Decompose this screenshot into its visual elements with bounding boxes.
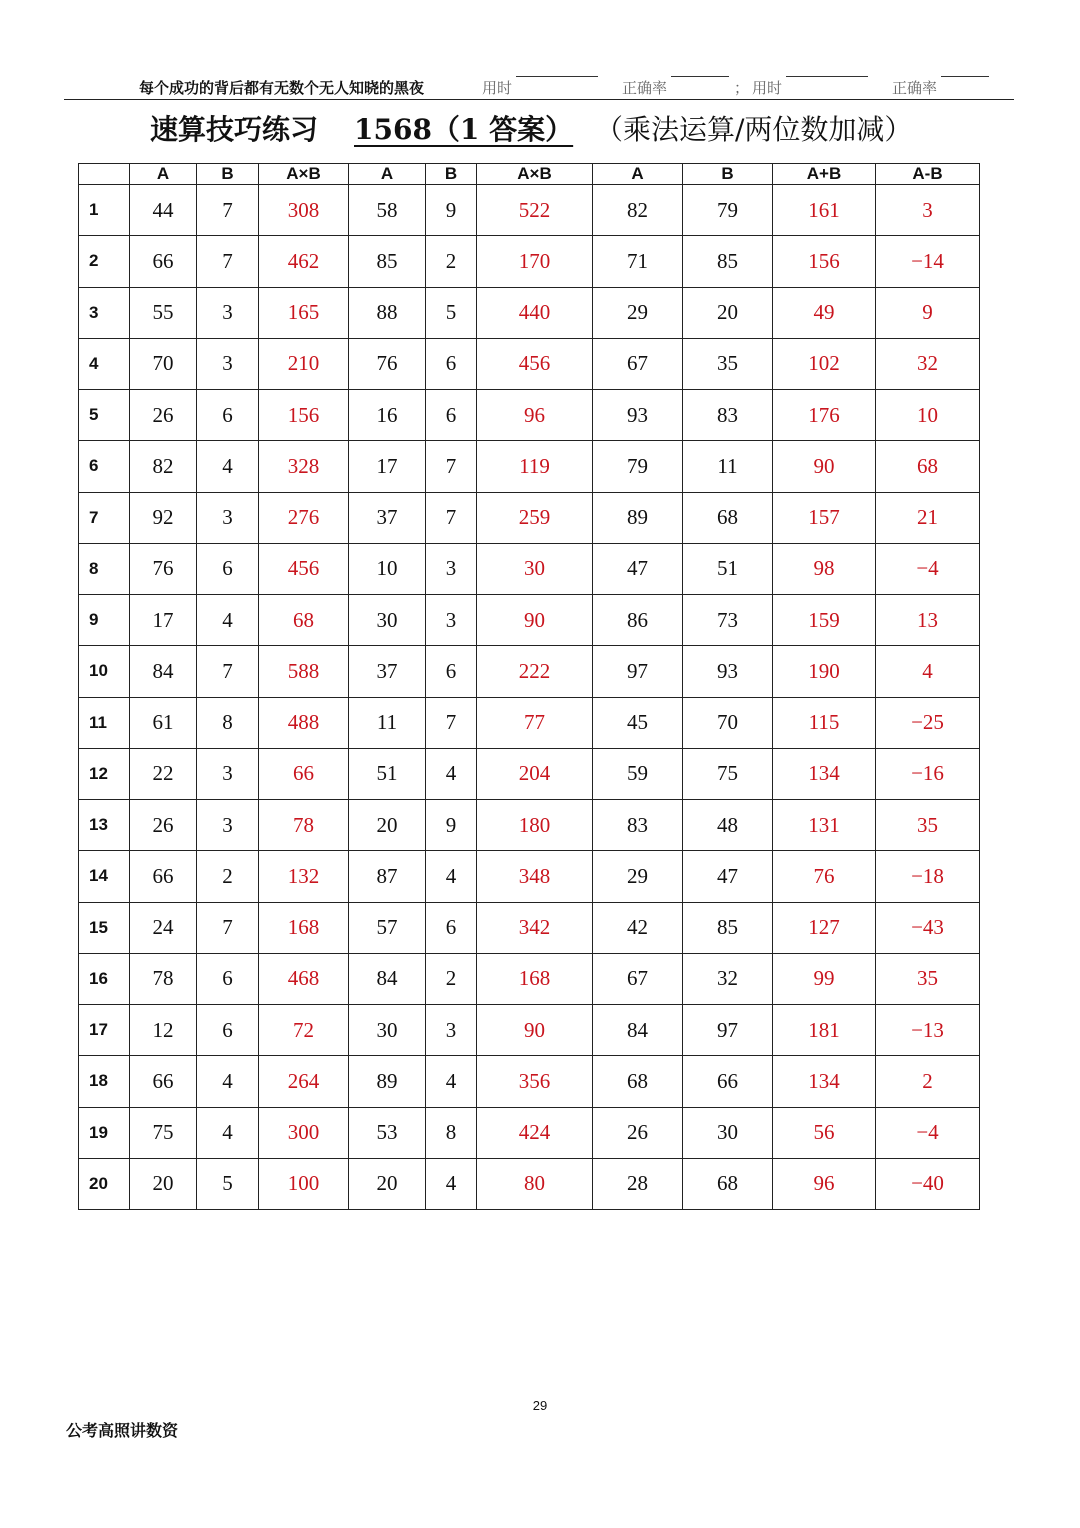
operand-cell: 75 bbox=[130, 1107, 197, 1158]
operand-cell: 6 bbox=[426, 390, 477, 441]
answer-cell: 522 bbox=[477, 185, 593, 236]
operand-cell: 29 bbox=[593, 851, 683, 902]
operand-cell: 5 bbox=[197, 1158, 259, 1209]
table-row bbox=[79, 595, 980, 646]
header-rule bbox=[64, 99, 1014, 100]
operand-cell: 7 bbox=[197, 236, 259, 287]
operand-cell: 4 bbox=[426, 1056, 477, 1107]
answer-cell: 76 bbox=[773, 851, 876, 902]
operand-cell: 76 bbox=[130, 543, 197, 594]
answer-cell: 342 bbox=[477, 902, 593, 953]
answer-cell: 348 bbox=[477, 851, 593, 902]
table-header-row bbox=[79, 164, 980, 185]
table-row bbox=[79, 236, 980, 287]
answer-cell: −25 bbox=[876, 697, 980, 748]
operand-cell: 30 bbox=[349, 595, 426, 646]
table-row bbox=[79, 287, 980, 338]
table-row bbox=[79, 902, 980, 953]
operand-cell: 6 bbox=[197, 953, 259, 1004]
operand-cell: 4 bbox=[197, 595, 259, 646]
table-row bbox=[79, 953, 980, 1004]
table-row bbox=[79, 1107, 980, 1158]
answer-cell: −4 bbox=[876, 1107, 980, 1158]
operand-cell: 79 bbox=[683, 185, 773, 236]
operand-cell: 68 bbox=[683, 1158, 773, 1209]
operand-cell: 48 bbox=[683, 800, 773, 851]
accuracy-blank-1 bbox=[671, 76, 729, 77]
header-cell: A-B bbox=[876, 164, 980, 185]
answer-cell: 98 bbox=[773, 543, 876, 594]
operand-cell: 97 bbox=[593, 646, 683, 697]
operand-cell: 6 bbox=[197, 543, 259, 594]
operand-cell: 45 bbox=[593, 697, 683, 748]
answer-cell: 134 bbox=[773, 748, 876, 799]
header-cell: A×B bbox=[477, 164, 593, 185]
answer-cell: 10 bbox=[876, 390, 980, 441]
operand-cell: 51 bbox=[349, 748, 426, 799]
answer-cell: 96 bbox=[773, 1158, 876, 1209]
operand-cell: 85 bbox=[349, 236, 426, 287]
operand-cell: 82 bbox=[130, 441, 197, 492]
header-cell: B bbox=[426, 164, 477, 185]
time-blank-2 bbox=[786, 76, 868, 77]
header-cell: A+B bbox=[773, 164, 876, 185]
row-number: 3 bbox=[79, 287, 130, 338]
answer-cell: 440 bbox=[477, 287, 593, 338]
answer-cell: 90 bbox=[477, 1005, 593, 1056]
answer-cell: 13 bbox=[876, 595, 980, 646]
row-number: 19 bbox=[79, 1107, 130, 1158]
title-main: 速算技巧练习 bbox=[150, 113, 319, 146]
operand-cell: 89 bbox=[349, 1056, 426, 1107]
operand-cell: 67 bbox=[593, 338, 683, 389]
operand-cell: 20 bbox=[683, 287, 773, 338]
operand-cell: 26 bbox=[130, 800, 197, 851]
operand-cell: 20 bbox=[130, 1158, 197, 1209]
row-number: 10 bbox=[79, 646, 130, 697]
header-cell: A bbox=[130, 164, 197, 185]
header-cell: A×B bbox=[259, 164, 349, 185]
operand-cell: 83 bbox=[593, 800, 683, 851]
answer-cell: 176 bbox=[773, 390, 876, 441]
answer-cell: 21 bbox=[876, 492, 980, 543]
operand-cell: 28 bbox=[593, 1158, 683, 1209]
answer-cell: 259 bbox=[477, 492, 593, 543]
operand-cell: 37 bbox=[349, 492, 426, 543]
operand-cell: 84 bbox=[349, 953, 426, 1004]
operand-cell: 22 bbox=[130, 748, 197, 799]
table-row bbox=[79, 185, 980, 236]
operand-cell: 73 bbox=[683, 595, 773, 646]
row-number: 1 bbox=[79, 185, 130, 236]
operand-cell: 66 bbox=[130, 236, 197, 287]
answer-cell: 328 bbox=[259, 441, 349, 492]
answer-cell: 96 bbox=[477, 390, 593, 441]
table-row bbox=[79, 1005, 980, 1056]
answer-cell: 156 bbox=[259, 390, 349, 441]
answer-cell: 32 bbox=[876, 338, 980, 389]
operand-cell: 11 bbox=[349, 697, 426, 748]
operand-cell: 3 bbox=[197, 800, 259, 851]
table-body bbox=[79, 185, 980, 1210]
operand-cell: 93 bbox=[593, 390, 683, 441]
answer-cell: 424 bbox=[477, 1107, 593, 1158]
operand-cell: 20 bbox=[349, 800, 426, 851]
table-row bbox=[79, 1056, 980, 1107]
answer-cell: 131 bbox=[773, 800, 876, 851]
answer-cell: 456 bbox=[477, 338, 593, 389]
footer-source: 公考高照讲数资 bbox=[66, 1421, 179, 1440]
row-number: 11 bbox=[79, 697, 130, 748]
operand-cell: 3 bbox=[197, 287, 259, 338]
answer-cell: −4 bbox=[876, 543, 980, 594]
answer-cell: 190 bbox=[773, 646, 876, 697]
operand-cell: 6 bbox=[426, 902, 477, 953]
operand-cell: 97 bbox=[683, 1005, 773, 1056]
answer-cell: 127 bbox=[773, 902, 876, 953]
operand-cell: 3 bbox=[197, 338, 259, 389]
accuracy-blank-2 bbox=[941, 76, 989, 77]
operand-cell: 47 bbox=[683, 851, 773, 902]
operand-cell: 4 bbox=[197, 441, 259, 492]
operand-cell: 9 bbox=[426, 800, 477, 851]
answer-cell: 132 bbox=[259, 851, 349, 902]
operand-cell: 85 bbox=[683, 902, 773, 953]
operand-cell: 58 bbox=[349, 185, 426, 236]
operand-cell: 42 bbox=[593, 902, 683, 953]
answer-cell: 68 bbox=[876, 441, 980, 492]
operand-cell: 6 bbox=[197, 1005, 259, 1056]
header-motto: 每个成功的背后都有无数个无人知晓的黑夜 bbox=[139, 79, 425, 97]
operand-cell: 68 bbox=[593, 1056, 683, 1107]
operand-cell: 26 bbox=[130, 390, 197, 441]
header-cell: A bbox=[349, 164, 426, 185]
operand-cell: 7 bbox=[197, 902, 259, 953]
operand-cell: 76 bbox=[349, 338, 426, 389]
operand-cell: 3 bbox=[197, 748, 259, 799]
table-row bbox=[79, 646, 980, 697]
operand-cell: 30 bbox=[683, 1107, 773, 1158]
answer-cell: 168 bbox=[477, 953, 593, 1004]
operand-cell: 67 bbox=[593, 953, 683, 1004]
answer-cell: 488 bbox=[259, 697, 349, 748]
answer-cell: 2 bbox=[876, 1056, 980, 1107]
table-row bbox=[79, 441, 980, 492]
operand-cell: 84 bbox=[130, 646, 197, 697]
answer-cell: 210 bbox=[259, 338, 349, 389]
row-number: 15 bbox=[79, 902, 130, 953]
operand-cell: 7 bbox=[426, 441, 477, 492]
answer-cell: 56 bbox=[773, 1107, 876, 1158]
operand-cell: 2 bbox=[426, 236, 477, 287]
row-number: 5 bbox=[79, 390, 130, 441]
operand-cell: 51 bbox=[683, 543, 773, 594]
answer-cell: −18 bbox=[876, 851, 980, 902]
row-number: 9 bbox=[79, 595, 130, 646]
table-row bbox=[79, 1158, 980, 1209]
operand-cell: 5 bbox=[426, 287, 477, 338]
operand-cell: 35 bbox=[683, 338, 773, 389]
table-row bbox=[79, 543, 980, 594]
operand-cell: 6 bbox=[426, 338, 477, 389]
table-row bbox=[79, 697, 980, 748]
page-header bbox=[64, 76, 1014, 100]
operand-cell: 37 bbox=[349, 646, 426, 697]
answer-cell: 300 bbox=[259, 1107, 349, 1158]
operand-cell: 70 bbox=[130, 338, 197, 389]
answer-cell: 165 bbox=[259, 287, 349, 338]
operand-cell: 57 bbox=[349, 902, 426, 953]
time-label-2: 用时 bbox=[752, 79, 783, 97]
row-number: 4 bbox=[79, 338, 130, 389]
operand-cell: 29 bbox=[593, 287, 683, 338]
operand-cell: 16 bbox=[349, 390, 426, 441]
answer-cell: 159 bbox=[773, 595, 876, 646]
header-cell: B bbox=[197, 164, 259, 185]
operand-cell: 3 bbox=[197, 492, 259, 543]
table-row bbox=[79, 390, 980, 441]
header-cell: B bbox=[683, 164, 773, 185]
row-number: 7 bbox=[79, 492, 130, 543]
answer-cell: 90 bbox=[773, 441, 876, 492]
answer-cell: 168 bbox=[259, 902, 349, 953]
answer-cell: 80 bbox=[477, 1158, 593, 1209]
operand-cell: 92 bbox=[130, 492, 197, 543]
operand-cell: 70 bbox=[683, 697, 773, 748]
operand-cell: 84 bbox=[593, 1005, 683, 1056]
answer-cell: 180 bbox=[477, 800, 593, 851]
answer-cell: −40 bbox=[876, 1158, 980, 1209]
answer-cell: −14 bbox=[876, 236, 980, 287]
operand-cell: 3 bbox=[426, 595, 477, 646]
operand-cell: 24 bbox=[130, 902, 197, 953]
table-row bbox=[79, 748, 980, 799]
answer-cell: 204 bbox=[477, 748, 593, 799]
accuracy-label-1: 正确率 bbox=[622, 79, 668, 97]
operand-cell: 8 bbox=[426, 1107, 477, 1158]
operand-cell: 53 bbox=[349, 1107, 426, 1158]
header-cell: A bbox=[593, 164, 683, 185]
answer-cell: 4 bbox=[876, 646, 980, 697]
operand-cell: 75 bbox=[683, 748, 773, 799]
operand-cell: 4 bbox=[426, 748, 477, 799]
operand-cell: 7 bbox=[197, 185, 259, 236]
operand-cell: 4 bbox=[197, 1056, 259, 1107]
exercise-table bbox=[78, 163, 980, 1210]
operand-cell: 6 bbox=[426, 646, 477, 697]
answer-cell: 264 bbox=[259, 1056, 349, 1107]
answer-cell: −43 bbox=[876, 902, 980, 953]
answer-cell: 170 bbox=[477, 236, 593, 287]
table-row bbox=[79, 851, 980, 902]
operand-cell: 86 bbox=[593, 595, 683, 646]
page-number: 29 bbox=[532, 1398, 548, 1413]
answer-cell: 3 bbox=[876, 185, 980, 236]
operand-cell: 17 bbox=[130, 595, 197, 646]
operand-cell: 7 bbox=[426, 697, 477, 748]
operand-cell: 47 bbox=[593, 543, 683, 594]
operand-cell: 30 bbox=[349, 1005, 426, 1056]
time-label-1: 用时 bbox=[482, 79, 513, 97]
time-blank-1 bbox=[516, 76, 598, 77]
operand-cell: 66 bbox=[683, 1056, 773, 1107]
accuracy-label-2: 正确率 bbox=[892, 79, 938, 97]
answer-cell: 161 bbox=[773, 185, 876, 236]
operand-cell: 6 bbox=[197, 390, 259, 441]
operand-cell: 55 bbox=[130, 287, 197, 338]
answer-cell: 115 bbox=[773, 697, 876, 748]
answer-cell: 35 bbox=[876, 800, 980, 851]
operand-cell: 4 bbox=[426, 1158, 477, 1209]
operand-cell: 10 bbox=[349, 543, 426, 594]
operand-cell: 2 bbox=[426, 953, 477, 1004]
operand-cell: 87 bbox=[349, 851, 426, 902]
operand-cell: 17 bbox=[349, 441, 426, 492]
operand-cell: 78 bbox=[130, 953, 197, 1004]
operand-cell: 2 bbox=[197, 851, 259, 902]
answer-cell: 356 bbox=[477, 1056, 593, 1107]
operand-cell: 89 bbox=[593, 492, 683, 543]
row-number: 12 bbox=[79, 748, 130, 799]
header-cell-index bbox=[79, 164, 130, 185]
answer-cell: 35 bbox=[876, 953, 980, 1004]
table-row bbox=[79, 492, 980, 543]
answer-cell: 181 bbox=[773, 1005, 876, 1056]
answer-cell: 308 bbox=[259, 185, 349, 236]
operand-cell: 8 bbox=[197, 697, 259, 748]
table-row bbox=[79, 338, 980, 389]
operand-cell: 7 bbox=[426, 492, 477, 543]
answer-cell: 588 bbox=[259, 646, 349, 697]
operand-cell: 66 bbox=[130, 1056, 197, 1107]
row-number: 2 bbox=[79, 236, 130, 287]
operand-cell: 7 bbox=[197, 646, 259, 697]
operand-cell: 59 bbox=[593, 748, 683, 799]
answer-cell: 49 bbox=[773, 287, 876, 338]
answer-cell: 276 bbox=[259, 492, 349, 543]
operand-cell: 32 bbox=[683, 953, 773, 1004]
operand-cell: 93 bbox=[683, 646, 773, 697]
answer-cell: 100 bbox=[259, 1158, 349, 1209]
operand-cell: 20 bbox=[349, 1158, 426, 1209]
operand-cell: 85 bbox=[683, 236, 773, 287]
operand-cell: 68 bbox=[683, 492, 773, 543]
answer-cell: 156 bbox=[773, 236, 876, 287]
operand-cell: 3 bbox=[426, 1005, 477, 1056]
answer-cell: 222 bbox=[477, 646, 593, 697]
operand-cell: 88 bbox=[349, 287, 426, 338]
answer-cell: 78 bbox=[259, 800, 349, 851]
row-number: 16 bbox=[79, 953, 130, 1004]
row-number: 13 bbox=[79, 800, 130, 851]
title-subtitle: （乘法运算/两位数加减） bbox=[595, 113, 913, 146]
operand-cell: 4 bbox=[426, 851, 477, 902]
answer-cell: 68 bbox=[259, 595, 349, 646]
operand-cell: 61 bbox=[130, 697, 197, 748]
answer-cell: −16 bbox=[876, 748, 980, 799]
answer-cell: 66 bbox=[259, 748, 349, 799]
answer-cell: 134 bbox=[773, 1056, 876, 1107]
operand-cell: 79 bbox=[593, 441, 683, 492]
operand-cell: 44 bbox=[130, 185, 197, 236]
answer-cell: 72 bbox=[259, 1005, 349, 1056]
row-number: 18 bbox=[79, 1056, 130, 1107]
operand-cell: 82 bbox=[593, 185, 683, 236]
answer-cell: 77 bbox=[477, 697, 593, 748]
title-code: 1568（1 答案） bbox=[354, 113, 574, 146]
operand-cell: 3 bbox=[426, 543, 477, 594]
answer-cell: 90 bbox=[477, 595, 593, 646]
answer-cell: 99 bbox=[773, 953, 876, 1004]
operand-cell: 4 bbox=[197, 1107, 259, 1158]
operand-cell: 11 bbox=[683, 441, 773, 492]
table-row bbox=[79, 800, 980, 851]
answer-cell: 462 bbox=[259, 236, 349, 287]
answer-cell: 456 bbox=[259, 543, 349, 594]
operand-cell: 26 bbox=[593, 1107, 683, 1158]
answer-cell: 30 bbox=[477, 543, 593, 594]
operand-cell: 9 bbox=[426, 185, 477, 236]
answer-cell: 119 bbox=[477, 441, 593, 492]
operand-cell: 66 bbox=[130, 851, 197, 902]
answer-cell: 157 bbox=[773, 492, 876, 543]
answer-cell: 468 bbox=[259, 953, 349, 1004]
row-number: 14 bbox=[79, 851, 130, 902]
row-number: 6 bbox=[79, 441, 130, 492]
row-number: 20 bbox=[79, 1158, 130, 1209]
operand-cell: 71 bbox=[593, 236, 683, 287]
row-number: 8 bbox=[79, 543, 130, 594]
row-number: 17 bbox=[79, 1005, 130, 1056]
answer-cell: 9 bbox=[876, 287, 980, 338]
answer-cell: −13 bbox=[876, 1005, 980, 1056]
header-separator: ； bbox=[734, 79, 750, 97]
operand-cell: 12 bbox=[130, 1005, 197, 1056]
answer-cell: 102 bbox=[773, 338, 876, 389]
operand-cell: 83 bbox=[683, 390, 773, 441]
